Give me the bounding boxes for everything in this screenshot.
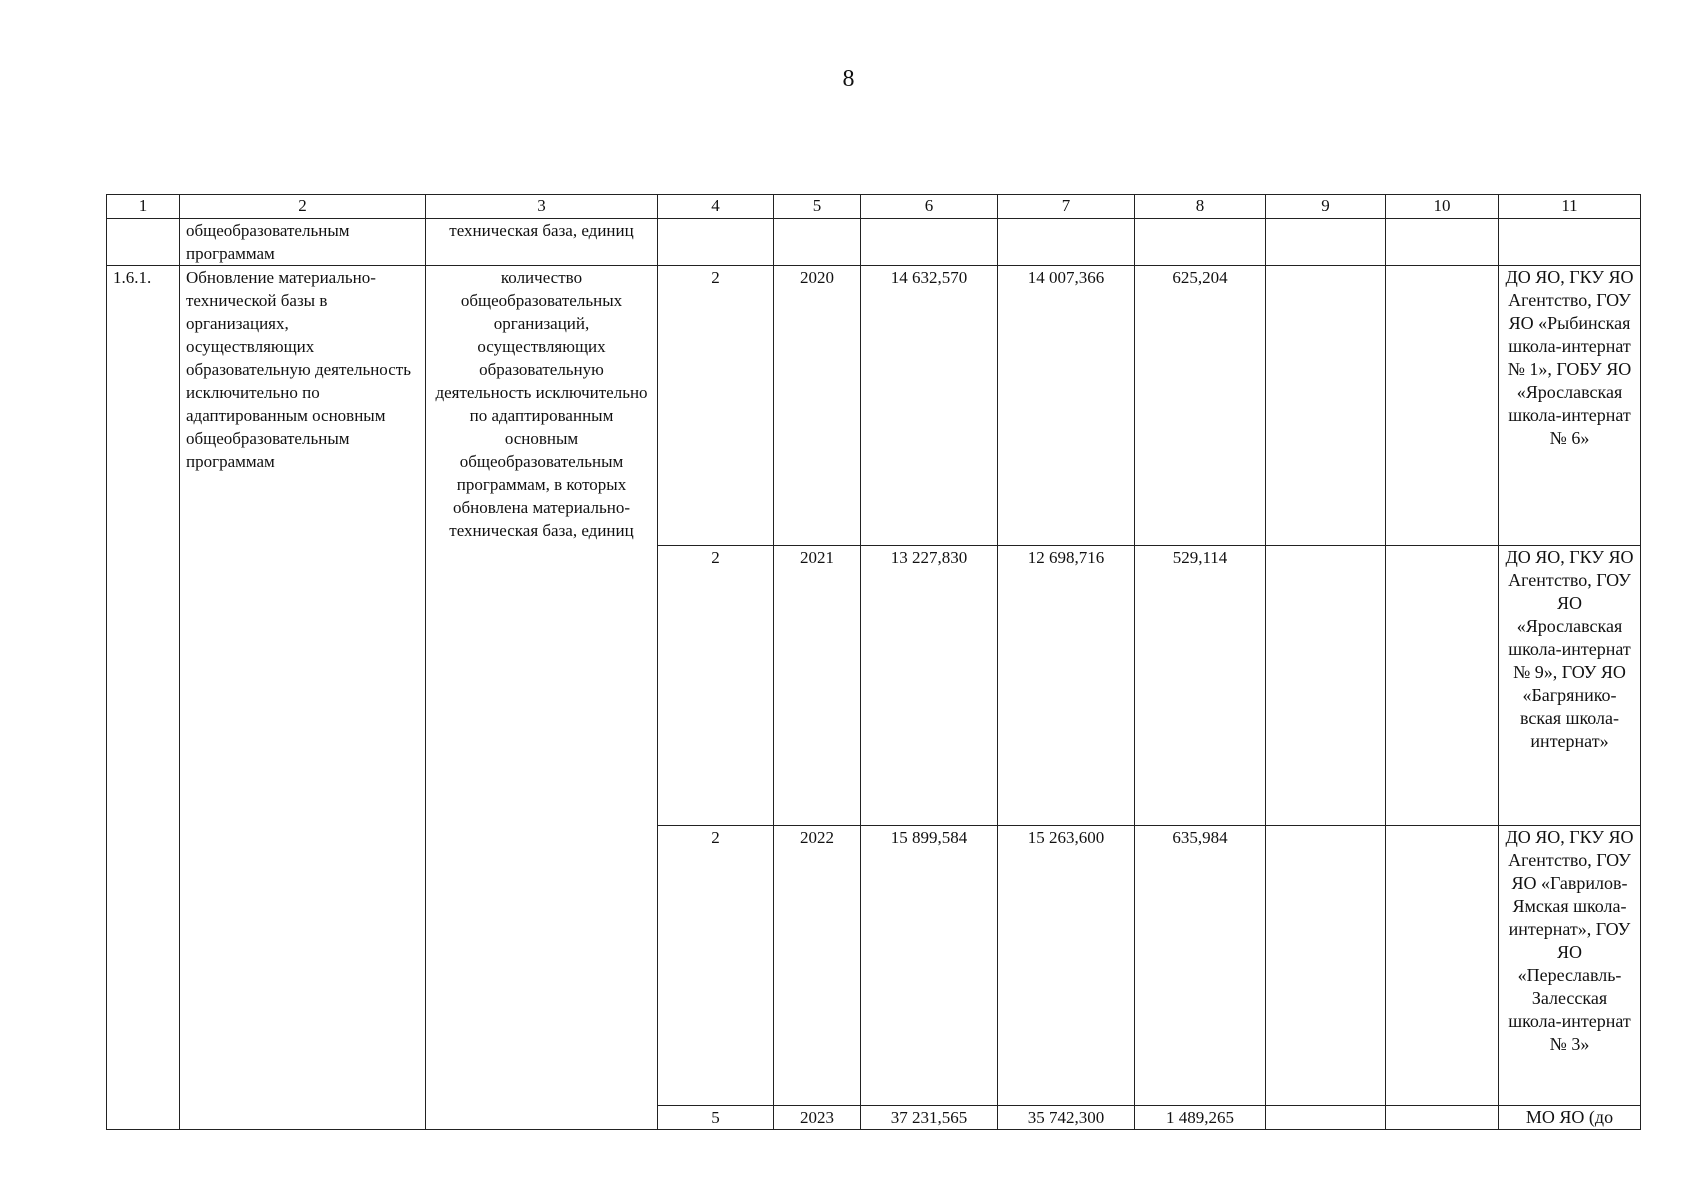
table-cell	[861, 219, 998, 266]
continuation-name: общеобразовательным программам	[180, 219, 426, 266]
table-cell	[998, 219, 1135, 266]
table-cell	[1135, 219, 1266, 266]
table-cell	[1499, 219, 1641, 266]
col10-cell	[1386, 1106, 1499, 1130]
document-table	[106, 194, 1641, 1130]
header-cell: 6	[861, 195, 998, 219]
table-cell	[1386, 219, 1499, 266]
page-number: 8	[842, 66, 855, 92]
indicator-value: 2	[658, 266, 774, 546]
header-cell: 11	[1499, 195, 1641, 219]
indicator-value: 2	[658, 826, 774, 1106]
col9-cell	[1266, 1106, 1386, 1130]
total-amount: 15 899,584	[861, 826, 998, 1106]
federal-amount: 15 263,600	[998, 826, 1135, 1106]
regional-amount: 635,984	[1135, 826, 1266, 1106]
table-cell	[107, 219, 180, 266]
table-cell	[774, 219, 861, 266]
regional-amount: 1 489,265	[1135, 1106, 1266, 1130]
year: 2021	[774, 546, 861, 826]
indicator-value: 2	[658, 546, 774, 826]
year: 2022	[774, 826, 861, 1106]
federal-amount: 14 007,366	[998, 266, 1135, 546]
header-cell: 2	[180, 195, 426, 219]
item-indicator: количество общеобразовательных организаций, осуществляющих образовательную деятельность исключительно по адаптированным основным общеобразовательным программам, в которых обновлена материально-техническая база, единиц	[426, 266, 658, 1130]
col10-cell	[1386, 266, 1499, 546]
executor: ДО ЯО, ГКУ ЯО Агентство, ГОУ ЯО «Гаврилов-Ямская школа-интернат», ГОУ ЯО «Переславль-Залесская школа-интернат № 3»	[1499, 826, 1641, 1106]
continuation-row	[107, 219, 1641, 266]
continuation-indicator: техническая база, единиц	[426, 219, 658, 266]
item-name: Обновление материально-технической базы в организациях, осуществляющих образовательную деятельность исключительно по адаптированным основным общеобразовательным программам	[180, 266, 426, 1130]
col10-cell	[1386, 826, 1499, 1106]
header-row	[107, 195, 1641, 219]
header-cell: 9	[1266, 195, 1386, 219]
table-row	[107, 266, 1641, 546]
header-cell: 8	[1135, 195, 1266, 219]
executor: МО ЯО (до	[1499, 1106, 1641, 1130]
header-cell: 7	[998, 195, 1135, 219]
regional-amount: 625,204	[1135, 266, 1266, 546]
header-cell: 5	[774, 195, 861, 219]
item-number: 1.6.1.	[107, 266, 180, 1130]
year: 2020	[774, 266, 861, 546]
total-amount: 13 227,830	[861, 546, 998, 826]
header-cell: 3	[426, 195, 658, 219]
table-cell	[1266, 219, 1386, 266]
header-cell: 10	[1386, 195, 1499, 219]
header-cell: 4	[658, 195, 774, 219]
regional-amount: 529,114	[1135, 546, 1266, 826]
total-amount: 14 632,570	[861, 266, 998, 546]
executor: ДО ЯО, ГКУ ЯО Агентство, ГОУ ЯО «Рыбинская школа-интернат № 1», ГОБУ ЯО «Ярославская школа-интернат № 6»	[1499, 266, 1641, 546]
indicator-value: 5	[658, 1106, 774, 1130]
federal-amount: 12 698,716	[998, 546, 1135, 826]
federal-amount: 35 742,300	[998, 1106, 1135, 1130]
header-cell: 1	[107, 195, 180, 219]
col9-cell	[1266, 546, 1386, 826]
year: 2023	[774, 1106, 861, 1130]
executor: ДО ЯО, ГКУ ЯО Агентство, ГОУ ЯО «Ярославская школа-интернат № 9», ГОУ ЯО «Багряниковская школа-интернат»	[1499, 546, 1641, 826]
col9-cell	[1266, 826, 1386, 1106]
col9-cell	[1266, 266, 1386, 546]
total-amount: 37 231,565	[861, 1106, 998, 1130]
table-cell	[658, 219, 774, 266]
col10-cell	[1386, 546, 1499, 826]
